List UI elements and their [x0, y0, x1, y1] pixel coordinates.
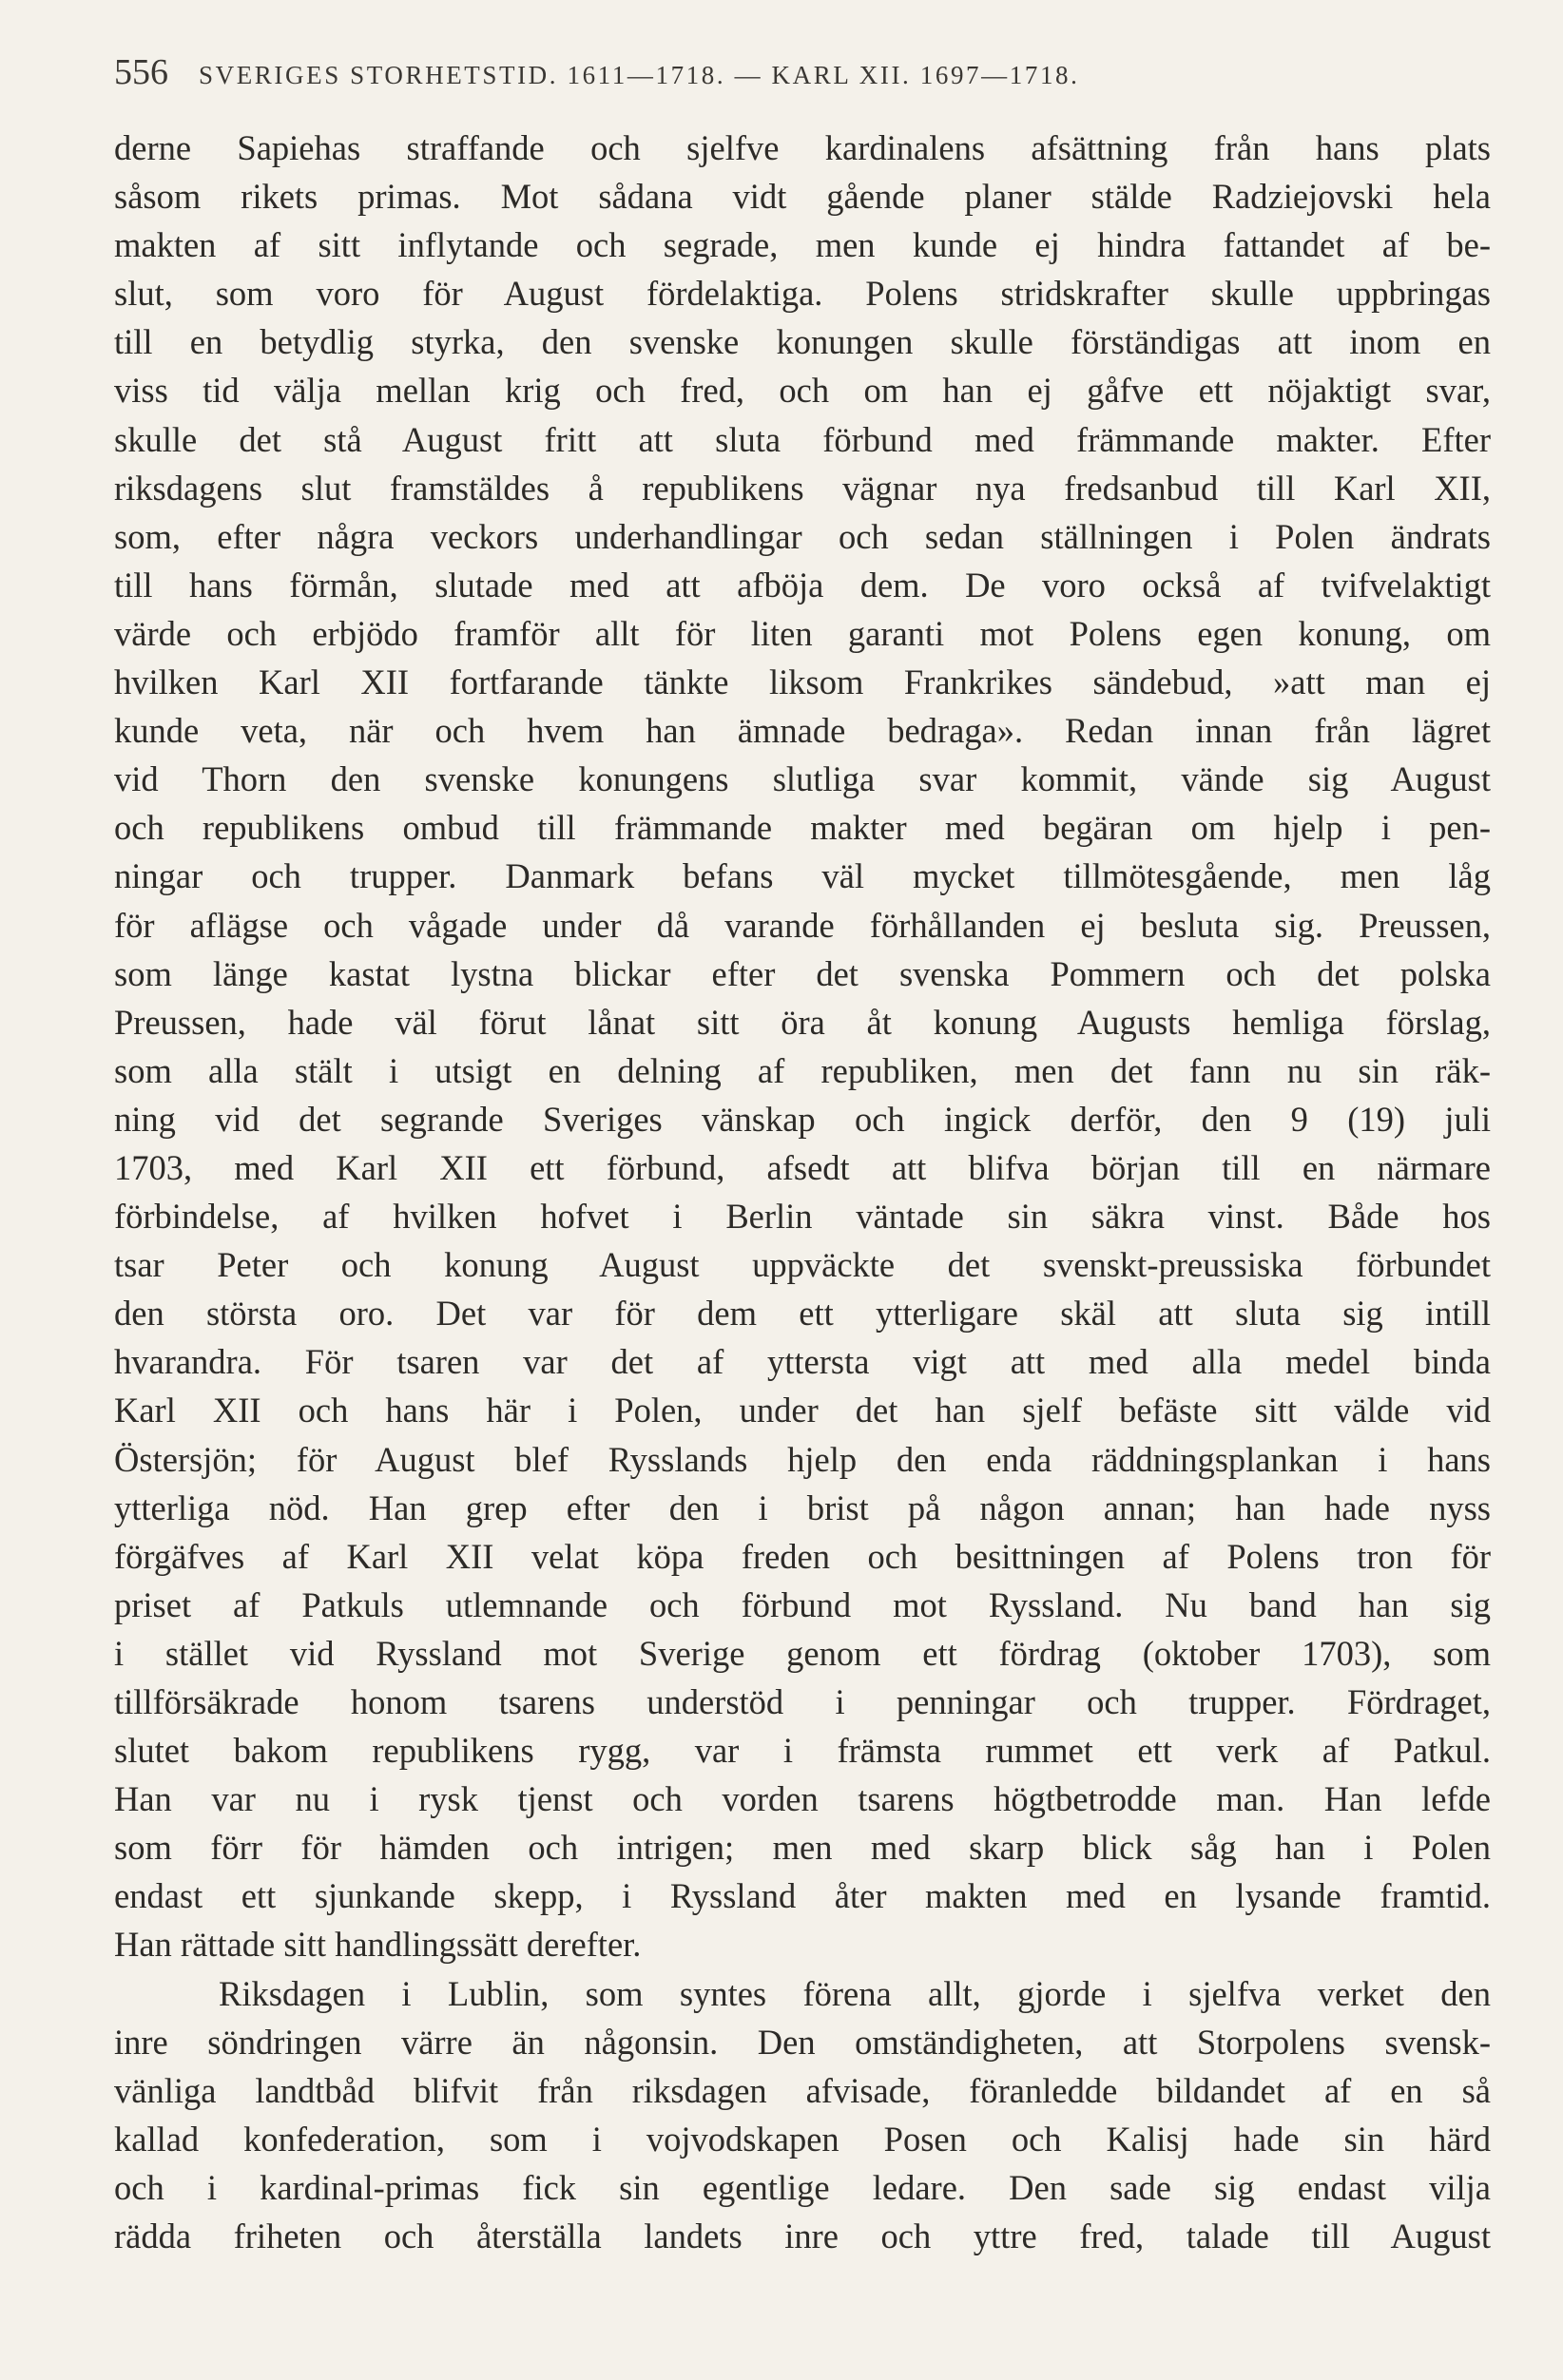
text-line: förgäfves af Karl XII velat köpa freden och besittningen af Polens tron för — [114, 1536, 1491, 1576]
text-line: den största oro. Det var för dem ett ytterligare skäl att sluta sig intill — [114, 1294, 1491, 1334]
text-line: slutet bakom republikens rygg, var i främsta rummet ett verk af Patkul. — [114, 1731, 1491, 1771]
text-line: ning vid det segrande Sveriges vänskap och ingick derför, den 9 (19) juli — [114, 1099, 1491, 1139]
text-line: ningar och trupper. Danmark befans väl mycket tillmötesgående, men låg — [114, 856, 1491, 896]
text-line: förbindelse, af hvilken hofvet i Berlin väntade sin säkra vinst. Både hos — [114, 1197, 1491, 1237]
text-line: Östersjön; för August blef Rysslands hjelp den enda räddningsplankan i hans — [114, 1439, 1491, 1479]
text-line: tsar Peter och konung August uppväckte det svenskt-preussiska förbundet — [114, 1245, 1491, 1285]
text-line: rädda friheten och återställa landets inre och yttre fred, talade till August — [114, 2217, 1491, 2256]
text-line: 1703, med Karl XII ett förbund, afsedt att blifva början till en närmare — [114, 1147, 1491, 1187]
text-line: värde och erbjödo framför allt för liten garanti mot Polens egen konung, om — [114, 613, 1491, 653]
text-line: såsom rikets primas. Mot sådana vidt gående planer stälde Radziejovski hela — [114, 177, 1491, 217]
text-line: Karl XII och hans här i Polen, under det han sjelf befäste sitt välde vid — [114, 1391, 1491, 1430]
text-line: som länge kastat lystna blickar efter det svenska Pommern och det polska — [114, 953, 1491, 993]
text-line: i stället vid Ryssland mot Sverige genom ett fördrag (oktober 1703), som — [114, 1633, 1491, 1673]
text-line: till en betydlig styrka, den svenske konungen skulle förständigas att inom en — [114, 322, 1491, 362]
text-line: ytterliga nöd. Han grep efter den i brist på någon annan; han hade nyss — [114, 1488, 1491, 1527]
paragraph-start-line: Riksdagen i Lublin, som syntes förena allt, gjorde i sjelfva verket den — [219, 1973, 1491, 2013]
running-head-title: SVERIGES STORHETSTID. 1611—1718. — KARL XII. 1697—1718. — [199, 61, 1080, 89]
text-line: till hans förmån, slutade med att afböja dem. De voro också af tvifvelaktigt — [114, 565, 1491, 605]
running-head — [114, 51, 1350, 99]
text-line: som, efter några veckors underhandlingar och sedan ställningen i Polen ändrats — [114, 516, 1491, 556]
body-text — [114, 124, 1491, 2260]
text-line: och republikens ombud till främmande makter med begäran om hjelp i pen- — [114, 808, 1491, 848]
text-line: Han var nu i rysk tjenst och vorden tsarens högtbetrodde man. Han lefde — [114, 1779, 1491, 1819]
page-number: 556 — [114, 52, 168, 92]
text-line: som förr för hämden och intrigen; men med skarp blick såg han i Polen — [114, 1828, 1491, 1868]
text-line: Preussen, hade väl förut lånat sitt öra åt konung Augusts hemliga förslag, — [114, 1002, 1491, 1042]
text-line: tillförsäkrade honom tsarens understöd i penningar och trupper. Fördraget, — [114, 1682, 1491, 1721]
text-line: hvarandra. För tsaren var det af yttersta vigt att med alla medel binda — [114, 1342, 1491, 1382]
text-line: slut, som voro för August fördelaktiga. Polens stridskrafter skulle uppbringas — [114, 274, 1491, 314]
text-line: viss tid välja mellan krig och fred, och om han ej gåfve ett nöjaktigt svar, — [114, 371, 1491, 411]
text-line: priset af Patkuls utlemnande och förbund mot Ryssland. Nu band han sig — [114, 1584, 1491, 1624]
text-line: riksdagens slut framstäldes å republikens vägnar nya fredsanbud till Karl XII, — [114, 468, 1491, 508]
text-line: vänliga landtbåd blifvit från riksdagen afvisade, föranledde bildandet af en så — [114, 2070, 1491, 2110]
text-line: kunde veta, när och hvem han ämnade bedraga». Redan innan från lägret — [114, 711, 1491, 751]
text-line: derne Sapiehas straffande och sjelfve kardinalens afsättning från hans plats — [114, 128, 1491, 167]
paragraph-end-line: Han rättade sitt handlingssätt derefter. — [114, 1925, 642, 1965]
text-line: makten af sitt inflytande och segrade, men kunde ej hindra fattandet af be- — [114, 225, 1491, 265]
text-line: för aflägse och vågade under då varande förhållanden ej besluta sig. Preussen, — [114, 905, 1491, 945]
text-line: skulle det stå August fritt att sluta förbund med främmande makter. Efter — [114, 419, 1491, 459]
text-line: hvilken Karl XII fortfarande tänkte liksom Frankrikes sändebud, »att man ej — [114, 662, 1491, 702]
text-line: som alla stält i utsigt en delning af republiken, men det fann nu sin räk- — [114, 1050, 1491, 1090]
text-line: och i kardinal-primas fick sin egentlige ledare. Den sade sig endast vilja — [114, 2167, 1491, 2207]
text-line: endast ett sjunkande skepp, i Ryssland åter makten med en lysande framtid. — [114, 1876, 1491, 1916]
text-line: kallad konfederation, som i vojvodskapen Posen och Kalisj hade sin härd — [114, 2119, 1491, 2159]
text-line: inre söndringen värre än någonsin. Den omständigheten, att Storpolens svensk- — [114, 2022, 1491, 2062]
text-line: vid Thorn den svenske konungens slutliga svar kommit, vände sig August — [114, 759, 1491, 799]
